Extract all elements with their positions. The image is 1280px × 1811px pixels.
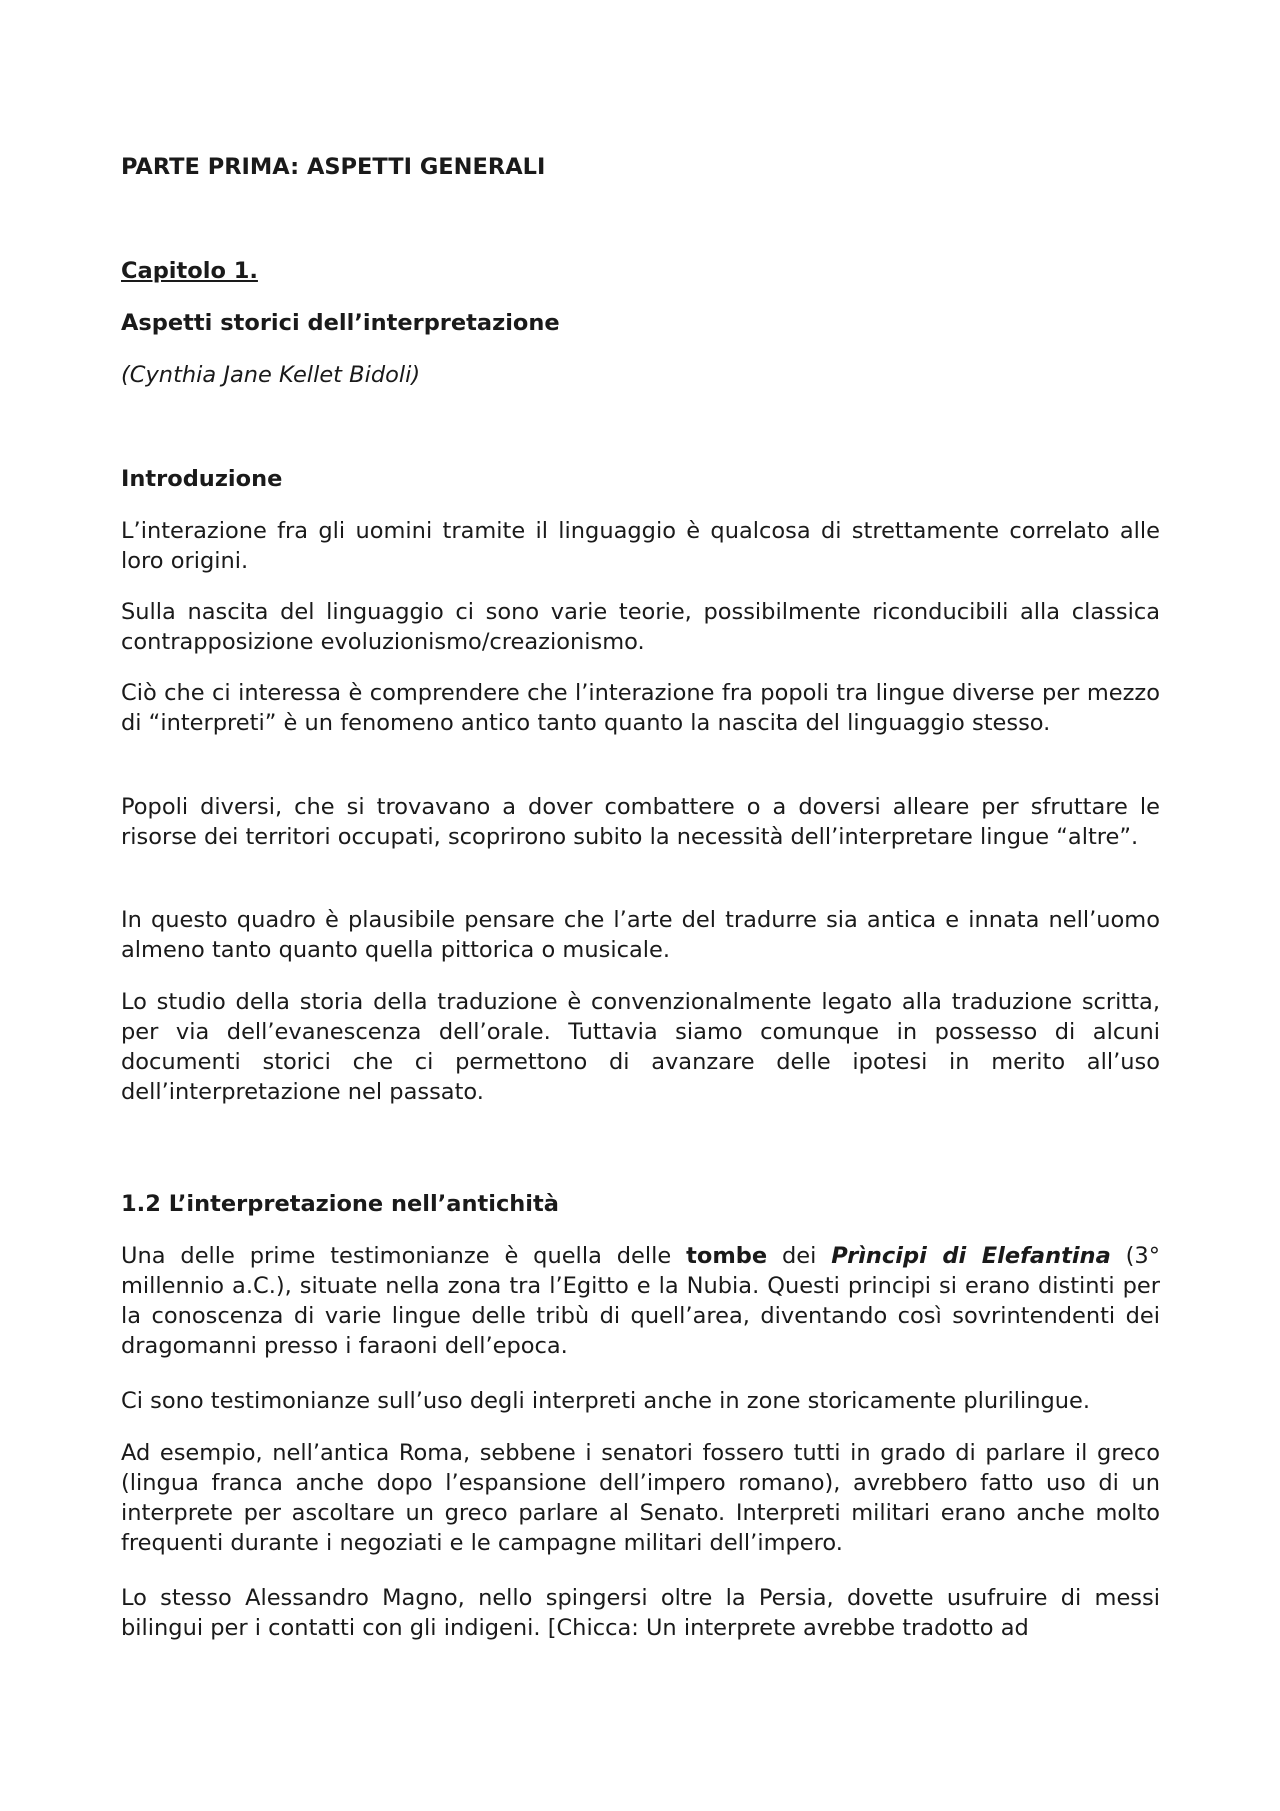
- p1-text-end: (3° millennio a.C.), situate nella zona tra l’Egitto e la Nubia. Questi principi si erano distinti per la conoscenza di varie lingue delle tribù di quell’area, diventando così sovrintendenti dei dragomanni presso i faraoni dell’epoca.: [121, 1243, 1160, 1359]
- part-title: PARTE PRIMA: ASPETTI GENERALI: [121, 154, 546, 180]
- intro-paragraph-6: Lo studio della storia della traduzione è convenzionalmente legato alla traduzione scritta, per via dell’evanescenza dell’orale. Tuttavia siamo comunque in possesso di alcuni documenti storici che ci permettono di avanzare delle ipotesi in merito all’uso dell’interpretazione nel passato.: [121, 989, 1160, 1105]
- p1-bold-italic-principi: Prìncipi di Elefantina: [831, 1243, 1111, 1269]
- section-paragraph-1: [121, 1241, 1160, 1361]
- intro-paragraph-2: Sulla nascita del linguaggio ci sono varie teorie, possibilmente riconducibili alla classica contrapposizione evoluzionismo/creazionismo.: [121, 599, 1160, 655]
- section-paragraph-4: Lo stesso Alessandro Magno, nello spingersi oltre la Persia, dovette usufruire di messi bilingui per i contatti con gli indigeni. [Chicca: Un interprete avrebbe tradotto ad: [121, 1585, 1160, 1641]
- intro-paragraph-4: Popoli diversi, che si trovavano a dover combattere o a doversi alleare per sfruttare le risorse dei territori occupati, scoprirono subito la necessità dell’interpretare lingue “altre”.: [121, 794, 1160, 850]
- chapter-title: Aspetti storici dell’interpretazione: [121, 310, 560, 336]
- intro-heading: Introduzione: [121, 466, 283, 492]
- p1-bold-tombe: tombe: [686, 1243, 768, 1269]
- p1-text-start: Una delle prime testimonianze è quella delle: [121, 1243, 687, 1269]
- section-heading: 1.2 L’interpretazione nell’antichità: [121, 1191, 559, 1217]
- intro-paragraph-1: L’interazione fra gli uomini tramite il linguaggio è qualcosa di strettamente correlato alle loro origini.: [121, 518, 1160, 574]
- chapter-author: (Cynthia Jane Kellet Bidoli): [121, 362, 421, 388]
- intro-paragraph-3: Ciò che ci interessa è comprendere che l’interazione fra popoli tra lingue diverse per mezzo di “interpreti” è un fenomeno antico tanto quanto la nascita del linguaggio stesso.: [121, 680, 1160, 736]
- section-paragraph-2: Ci sono testimonianze sull’uso degli interpreti anche in zone storicamente plurilingue.: [121, 1388, 1090, 1414]
- chapter-number: Capitolo 1.: [121, 258, 258, 284]
- p1-text-mid: dei: [767, 1243, 832, 1269]
- intro-paragraph-5: In questo quadro è plausibile pensare che l’arte del tradurre sia antica e innata nell’uomo almeno tanto quanto quella pittorica o musicale.: [121, 907, 1160, 963]
- section-paragraph-3: Ad esempio, nell’antica Roma, sebbene i senatori fossero tutti in grado di parlare il greco (lingua franca anche dopo l’espansione dell’impero romano), avrebbero fatto uso di un interprete per ascoltare un greco parlare al Senato. Interpreti militari erano anche molto frequenti durante i negoziati e le campagne militari dell’impero.: [121, 1440, 1160, 1556]
